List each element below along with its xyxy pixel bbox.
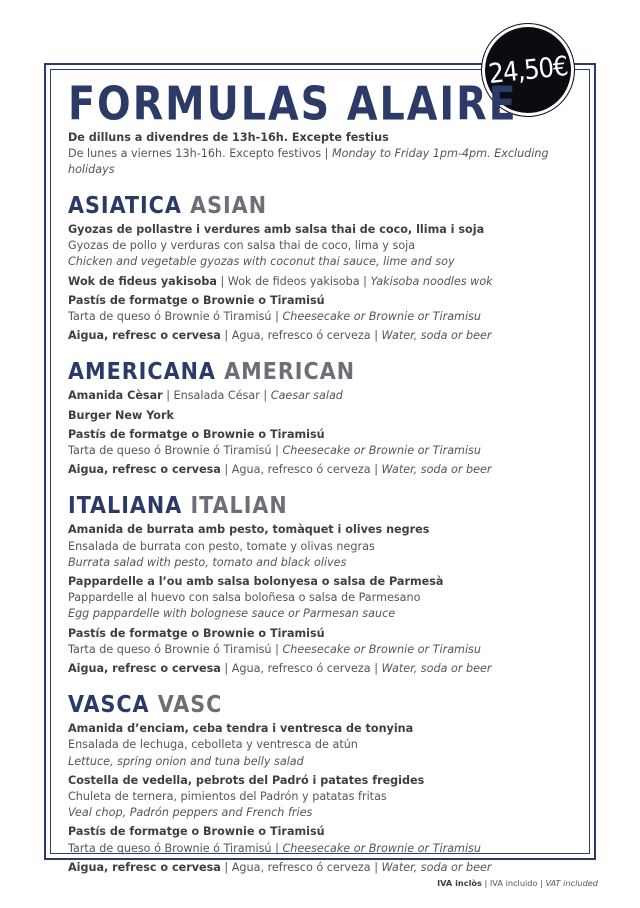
price-label: 24,50€ xyxy=(487,50,569,90)
section-italian xyxy=(68,492,568,677)
dessert-ca: Pastís de formatge o Brownie o Tiramisú xyxy=(68,825,325,839)
dessert-es-en: Tarta de queso ó Brownie ó Tiramisú | Cheesecake or Brownie or Tiramisu xyxy=(68,642,481,656)
dish-es: Ensalada de burrata con pesto, tomate y olivas negras xyxy=(68,539,375,553)
section-title-basque: VASCA VASC xyxy=(68,692,223,719)
dessert-ca: Pastís de formatge o Brownie o Tiramisú xyxy=(68,427,325,441)
menu-content xyxy=(68,77,568,876)
drink-line: Aigua, refresc o cervesa | Agua, refresco ó cerveza | Water, soda or beer xyxy=(68,463,492,477)
hours-ca: De dilluns a divendres de 13h-16h. Excepte festius xyxy=(68,131,389,144)
section-asian xyxy=(68,192,568,344)
dish-es: Ensalada de lechuga, cebolleta y ventresca de atún xyxy=(68,738,358,752)
section-title-asian: ASIATICA ASIAN xyxy=(68,193,268,219)
dish-en: Egg pappardelle with bolognese sauce or Parmesan sauce xyxy=(68,607,396,621)
section-title-italian: ITALIANA ITALIAN xyxy=(68,493,288,520)
dish-ca: Pappardelle a l’ou amb salsa bolonyesa o salsa de Parmesà xyxy=(68,575,444,589)
dish-en: Burrata salad with pesto, tomato and black olives xyxy=(68,555,347,569)
dish-es: Pappardelle al huevo con salsa boloñesa o salsa de Parmesano xyxy=(68,591,421,605)
dish-ca: Gyozas de pollastre i verdures amb salsa thai de coco, llima i soja xyxy=(68,223,485,236)
dessert-es-en: Tarta de queso ó Brownie ó Tiramisú | Cheesecake or Brownie or Tiramisu xyxy=(68,444,481,458)
dessert-ca: Pastís de formatge o Brownie o Tiramisú xyxy=(68,626,325,640)
dish-es: Gyozas de pollo y verduras con salsa thai de coco, lima y soja xyxy=(68,239,416,253)
dish-ca: Amanida d’enciam, ceba tendra i ventresca de tonyina xyxy=(68,722,414,736)
menu-title: FORMULAS ALAIRE xyxy=(68,77,518,132)
dish-ca: Amanida de burrata amb pesto, tomàquet i olives negres xyxy=(68,523,430,537)
dessert-ca: Pastís de formatge o Brownie o Tiramisú xyxy=(68,293,325,307)
drink-line: Aigua, refresc o cervesa | Agua, refresco ó cerveza | Water, soda or beer xyxy=(68,329,492,343)
section-american xyxy=(68,358,568,478)
dessert-es-en: Tarta de queso ó Brownie ó Tiramisú | Cheesecake or Brownie or Tiramisu xyxy=(68,841,481,855)
vat-note: IVA inclòs | IVA incluido | VAT included xyxy=(437,878,598,888)
section-basque xyxy=(68,691,568,876)
section-title-american: AMERICANA AMERICAN xyxy=(68,359,356,386)
dish-en: Veal chop, Padrón peppers and French fries xyxy=(68,806,313,820)
dish-ca: Burger New York xyxy=(68,408,174,422)
dish-en: Lettuce, spring onion and tuna belly salad xyxy=(68,754,304,768)
dish-en: Chicken and vegetable gyozas with coconut thai sauce, lime and soy xyxy=(68,255,455,269)
dish-line: Wok de fideus yakisoba | Wok de fideos yakisoba | Yakisoba noodles wok xyxy=(68,274,493,288)
dish-ca: Costella de vedella, pebrots del Padró i patates fregides xyxy=(68,773,425,787)
dish-line: Amanida Cèsar | Ensalada César | Caesar salad xyxy=(68,389,343,403)
drink-line: Aigua, refresc o cervesa | Agua, refresco ó cerveza | Water, soda or beer xyxy=(68,860,492,874)
hours-es-en: De lunes a viernes 13h-16h. Excepto festivos | Monday to Friday 1pm-4pm. Excluding holidays xyxy=(68,147,549,176)
dish-es: Chuleta de ternera, pimientos del Padrón y patatas fritas xyxy=(68,790,387,804)
drink-line: Aigua, refresc o cervesa | Agua, refresco ó cerveza | Water, soda or beer xyxy=(68,662,492,676)
dessert-es-en: Tarta de queso ó Brownie ó Tiramisú | Cheesecake or Brownie or Tiramisu xyxy=(68,310,481,324)
